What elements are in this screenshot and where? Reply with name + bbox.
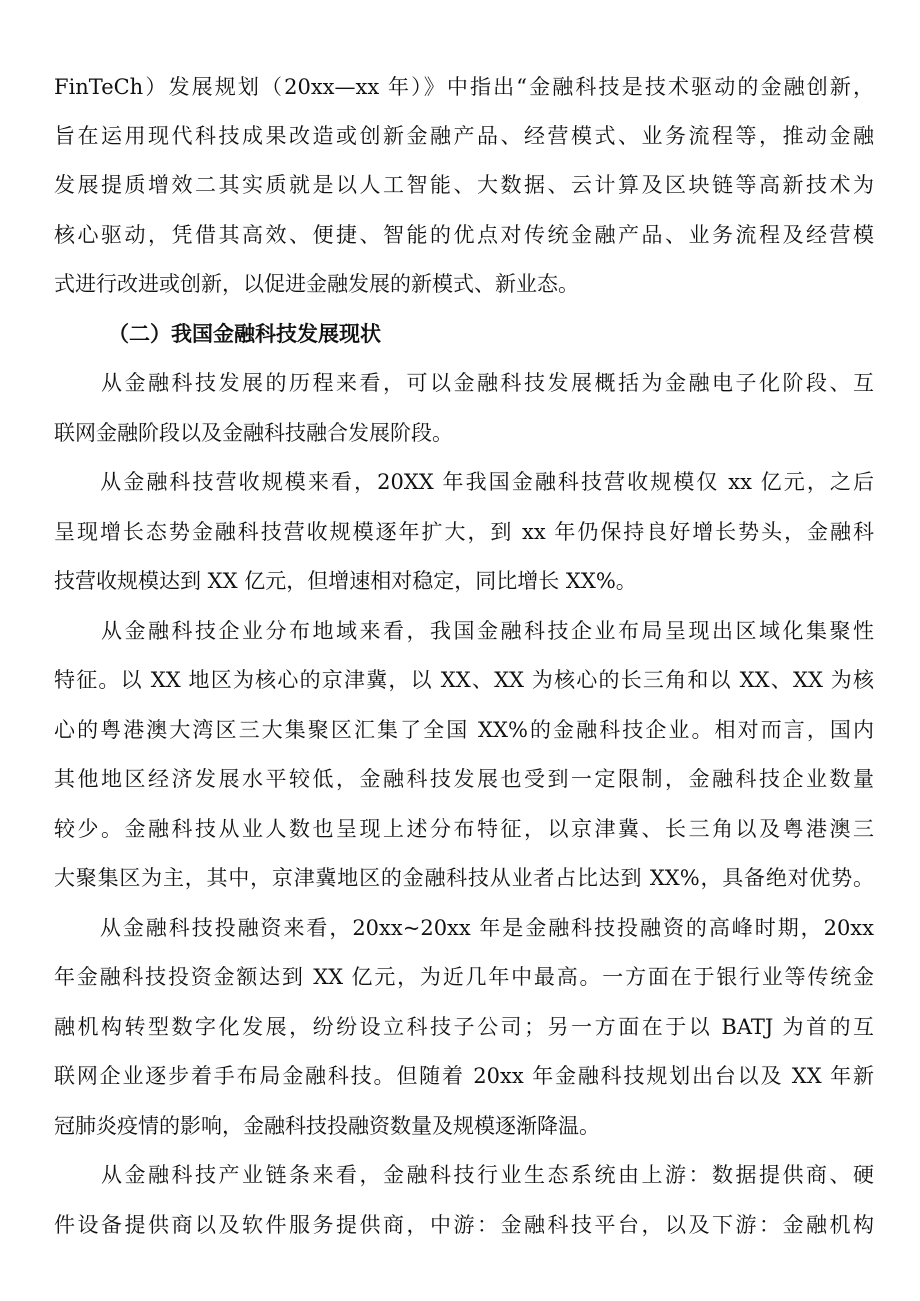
- intro-line-4: 核心驱动，凭借其高效、便捷、智能的优点对传统金融产品、业务流程及经营模: [54, 223, 874, 247]
- para4-line-1: 从金融科技投融资来看，20xx~20xx 年是金融科技投融资的高峰时期，20xx: [54, 916, 874, 940]
- para4-line-3: 融机构转型数字化发展，纷纷设立科技子公司；另一方面在于以 BATJ 为首的互: [54, 1015, 874, 1039]
- intro-line-5: 式进行改进或创新，以促进金融发展的新模式、新业态。: [54, 272, 579, 296]
- section-heading: （二）我国金融科技发展现状: [108, 322, 381, 346]
- para3-line-5: 较少。金融科技从业人数也呈现上述分布特征，以京津冀、长三角以及粤港澳三: [54, 817, 874, 841]
- para4-line-5: 冠肺炎疫情的影响，金融科技投融资数量及规模逐渐降温。: [54, 1114, 600, 1138]
- para5-line-1: 从金融科技产业链条来看，金融科技行业生态系统由上游：数据提供商、硬: [54, 1163, 874, 1187]
- intro-line-1: FinTeCh）发展规划（20xx—xx 年）》中指出“金融科技是技术驱动的金融创新，: [54, 75, 874, 99]
- para1-line-2: 联网金融阶段以及金融科技融合发展阶段。: [54, 421, 453, 445]
- para5-line-2: 件设备提供商以及软件服务提供商，中游：金融科技平台，以及下游：金融机构: [54, 1213, 874, 1237]
- para2-line-3: 技营收规模达到 XX 亿元，但增速相对稳定，同比增长 XX%。: [54, 569, 637, 593]
- para4-line-2: 年金融科技投资金额达到 XX 亿元，为近几年中最高。一方面在于银行业等传统金: [54, 965, 874, 989]
- para3-line-2: 特征。以 XX 地区为核心的京津冀，以 XX、XX 为核心的长三角和以 XX、XX 为核: [54, 668, 874, 692]
- para3-line-6: 大聚集区为主，其中，京津冀地区的金融科技从业者占比达到 XX%，具备绝对优势。: [54, 866, 874, 890]
- intro-line-2: 旨在运用现代科技成果改造或创新金融产品、经营模式、业务流程等，推动金融: [54, 124, 874, 148]
- para3-line-4: 其他地区经济发展水平较低，金融科技发展也受到一定限制，金融科技企业数量: [54, 767, 874, 791]
- para3-line-3: 心的粤港澳大湾区三大集聚区汇集了全国 XX%的金融科技企业。相对而言，国内: [54, 718, 874, 742]
- para4-line-4: 联网企业逐步着手布局金融科技。但随着 20xx 年金融科技规划出台以及 XX 年新: [54, 1064, 874, 1088]
- para2-line-2: 呈现增长态势金融科技营收规模逐年扩大，到 xx 年仍保持良好增长势头，金融科: [54, 520, 874, 544]
- para2-line-1: 从金融科技营收规模来看，20XX 年我国金融科技营收规模仅 xx 亿元，之后: [54, 470, 874, 494]
- para1-line-1: 从金融科技发展的历程来看，可以金融科技发展概括为金融电子化阶段、互: [54, 371, 874, 395]
- intro-line-3: 发展提质增效二其实质就是以人工智能、大数据、云计算及区块链等高新技术为: [54, 173, 874, 197]
- para3-line-1: 从金融科技企业分布地域来看，我国金融科技企业布局呈现出区域化集聚性: [54, 619, 874, 643]
